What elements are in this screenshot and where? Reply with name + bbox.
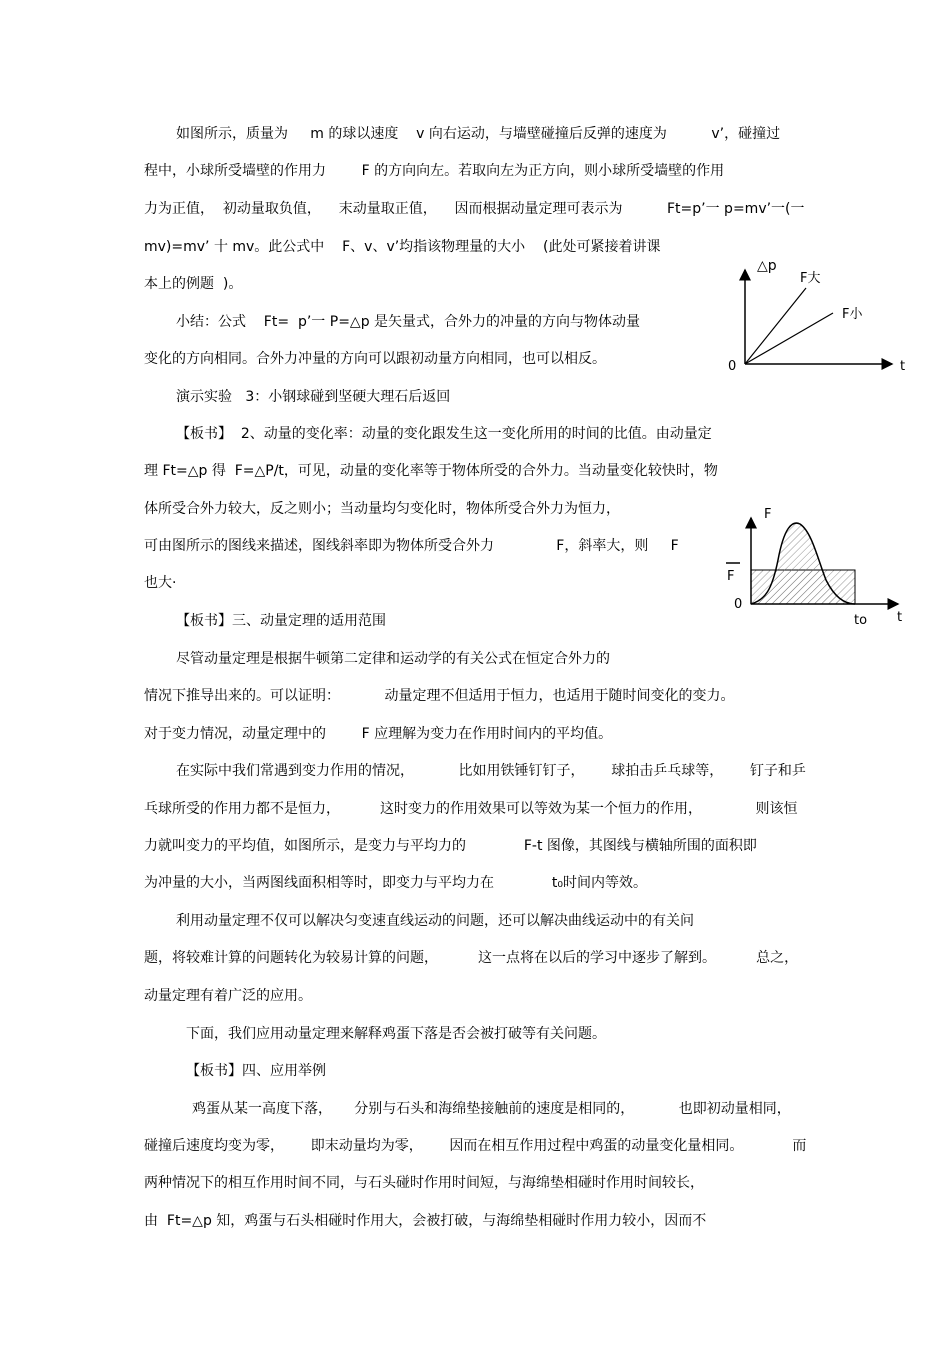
paragraph-line: 体所受合外力较大，反之则小；当动量均匀变化时，物体所受合外力为恒力， [144,501,620,517]
paragraph-line: 下面，我们应用动量定理来解释鸡蛋下落是否会被打破等有关问题。 [186,1026,606,1042]
paragraph-line: 【板书】三、动量定理的适用范围 [176,613,386,629]
y-axis-label: F [764,507,772,522]
paragraph-line: 【板书】四、应用举例 [186,1063,326,1079]
paragraph-line: 情况下推导出来的。可以证明： 动量定理不但适用于恒力，也适用于随时间变化的变力。 [144,688,735,704]
paragraph-line: 本上的例题 )。 [144,276,243,292]
force-time-graph [720,500,920,630]
paragraph-line: 为冲量的大小，当两图线面积相等时，即变力与平均力在 t₀时间内等效。 [144,875,647,891]
paragraph-line: 理 Ft=△p 得 F=△P/t，可见，动量的变化率等于物体所受的合外力。当动量变化较快时，物 [144,463,718,479]
paragraph-line: 变化的方向相同。合外力冲量的方向可以跟初动量方向相同，也可以相反。 [144,351,606,367]
x-axis-label: t [897,610,903,625]
paragraph-line: 碰撞后速度均变为零， 即末动量均为零， 因而在相互作用过程中鸡蛋的动量变化量相同。 而 [144,1138,807,1154]
paragraph-line: 可由图所示的图线来描述，图线斜率即为物体所受合外力 F，斜率大，则 F [144,538,679,554]
paragraph-line: 题，将较难计算的问题转化为较易计算的问题， 这一点将在以后的学习中逐步了解到。 总之， [144,950,799,966]
momentum-time-graph [720,250,920,380]
paragraph-line: 如图所示，质量为 m 的球以速度 v 向右运动，与墙壁碰撞后反弹的速度为 v’，碰撞过 [176,126,781,142]
t0-label: to [854,613,868,628]
x-axis-label: t [900,359,906,374]
origin-label: 0 [734,597,743,612]
paragraph-line: 力为正值， 初动量取负值， 末动量取正值， 因而根据动量定理可表示为 Ft=p’一 p=mv’一(一 [144,201,805,217]
paragraph-line: 利用动量定理不仅可以解决匀变速直线运动的问题，还可以解决曲线运动中的有关问 [176,913,694,929]
line-f-big [745,288,806,364]
paragraph-line: 乓球所受的作用力都不是恒力， 这时变力的作用效果可以等效为某一个恒力的作用， 则该恒 [144,801,798,817]
paragraph-line: 鸡蛋从某一高度下落， 分别与石头和海绵垫接触前的速度是相同的， 也即初动量相同， [192,1101,791,1117]
paragraph-line: 动量定理有着广泛的应用。 [144,988,312,1004]
paragraph-line: mv)=mv’ 十 mv。此公式中 F、v、v’均指该物理量的大小 (此处可紧接着讲课 [144,239,661,255]
line-f-small [745,313,833,364]
line-f-small-label: F小 [842,307,863,322]
paragraph-line: 也大· [144,575,177,591]
paragraph-line: 【板书】 2、动量的变化率：动量的变化跟发生这一变化所用的时间的比值。由动量定 [176,426,712,442]
paragraph-line: 在实际中我们常遇到变力作用的情况， 比如用铁锤钉钉子， 球拍击乒乓球等， 钉子和乒 [176,763,806,779]
paragraph-line: 由 Ft=△p 知，鸡蛋与石头相碰时作用大，会被打破，与海绵垫相碰时作用力较小，因而不 [144,1213,707,1229]
average-force-label: F [727,569,735,584]
paragraph-line: 对于变力情况，动量定理中的 F 应理解为变力在作用时间内的平均值。 [144,726,613,742]
paragraph-line: 小结：公式 Ft= p’一 P=△p 是矢量式，合外力的冲量的方向与物体动量 [176,314,641,330]
y-axis-label: △p [757,258,777,274]
line-f-big-label: F大 [800,271,821,286]
paragraph-line: 程中，小球所受墙壁的作用力 F 的方向向左。若取向左为正方向，则小球所受墙壁的作用 [144,163,725,179]
origin-label: 0 [728,359,737,374]
paragraph-line: 力就叫变力的平均值，如图所示，是变力与平均力的 F-t 图像，其图线与横轴所围的面积即 [144,838,757,854]
paragraph-line: 演示实验 3：小钢球碰到坚硬大理石后返回 [176,389,451,405]
paragraph-line: 两种情况下的相互作用时间不同，与石头碰时作用时间短，与海绵垫相碰时作用时间较长， [144,1175,704,1191]
paragraph-line: 尽管动量定理是根据牛顿第二定律和运动学的有关公式在恒定合外力的 [176,651,610,667]
